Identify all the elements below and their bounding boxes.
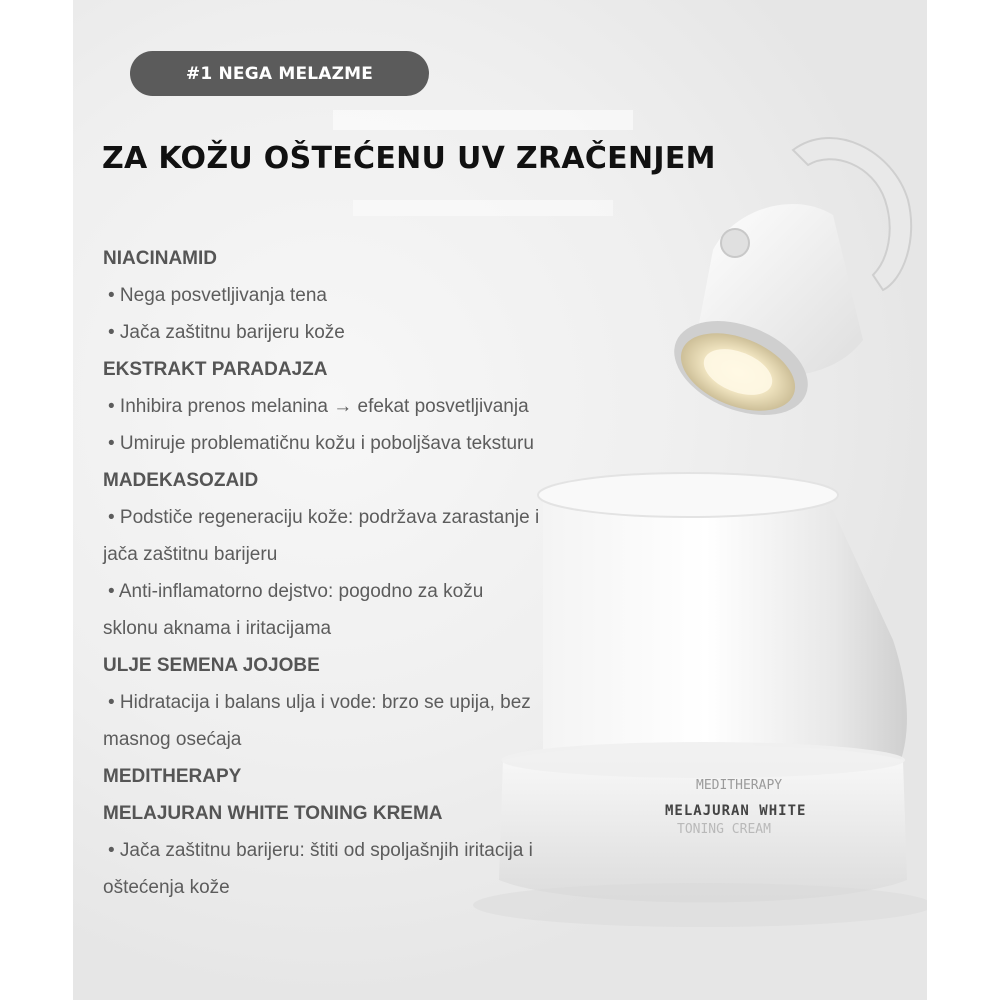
ingredient-bullet: • Anti-inflamatorno dejstvo: pogodno za kožu bbox=[108, 581, 484, 602]
product-brand-label: MEDITHERAPY bbox=[696, 778, 783, 793]
ingredient-heading: NIACINAMID bbox=[103, 248, 217, 269]
product-name-label: MELAJURAN WHITE bbox=[665, 803, 807, 819]
ingredient-bullet: • Podstiče regeneraciju kože: podržava zarastanje i bbox=[108, 507, 540, 528]
ingredient-heading: EKSTRAKT PARADAJZA bbox=[103, 359, 328, 380]
ingredient-text: sklonu aknama i iritacijama bbox=[103, 618, 332, 639]
ingredient-bullet: • Jača zaštitnu barijeru: štiti od spoljašnjih iritacija i bbox=[108, 840, 533, 861]
category-badge-text: #1 NEGA MELAZME bbox=[185, 63, 374, 84]
product-lid-image bbox=[660, 138, 911, 433]
ingredient-heading: MELAJURAN WHITE TONING KREMA bbox=[103, 803, 443, 824]
category-badge bbox=[130, 51, 429, 96]
ingredient-bullet: • Inhibira prenos melanina → efekat posvetljivanja bbox=[108, 396, 529, 417]
ingredient-heading: ULJE SEMENA JOJOBE bbox=[103, 655, 320, 676]
page-title: ZA KOŽU OŠTEĆENU UV ZRAČENJEM bbox=[102, 141, 716, 176]
ingredient-heading: MADEKASOZAID bbox=[103, 470, 259, 491]
ingredient-bullet: • Hidratacija i balans ulja i vode: brzo se upija, bez bbox=[108, 692, 531, 713]
ingredient-list bbox=[103, 240, 643, 906]
ingredient-bullet: • Jača zaštitnu barijeru kože bbox=[108, 322, 345, 343]
ingredient-bullet: • Nega posvetljivanja tena bbox=[108, 285, 327, 306]
ingredient-text: jača zaštitnu barijeru bbox=[103, 544, 278, 565]
ingredient-bullet: • Umiruje problematičnu kožu i poboljšava teksturu bbox=[108, 433, 534, 454]
ingredient-text: oštećenja kože bbox=[103, 877, 230, 898]
ingredient-text: masnog osećaja bbox=[103, 729, 242, 750]
product-sub-label: TONING CREAM bbox=[677, 822, 771, 837]
ingredient-heading: MEDITHERAPY bbox=[103, 766, 242, 787]
